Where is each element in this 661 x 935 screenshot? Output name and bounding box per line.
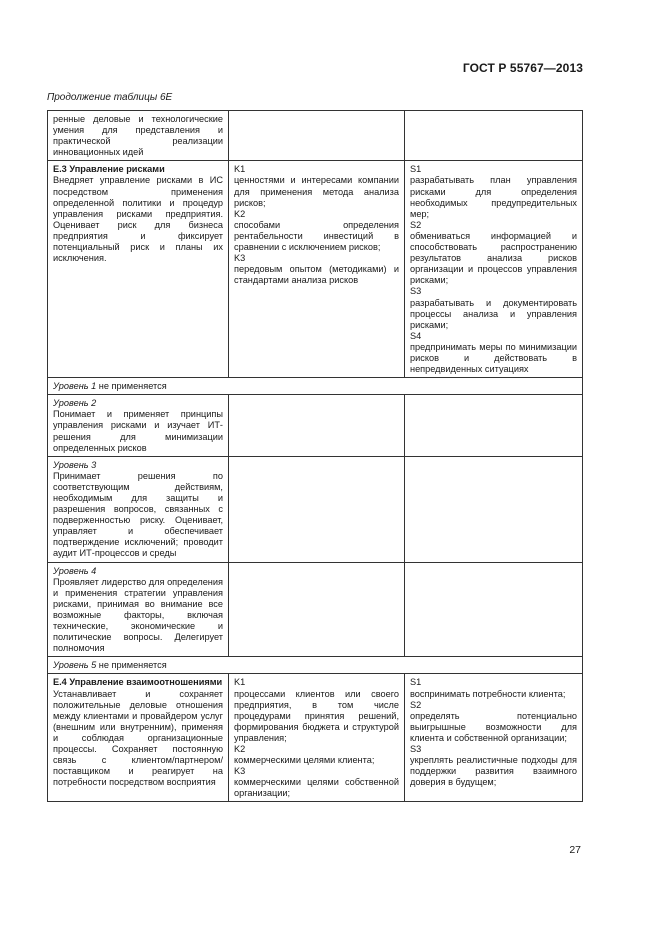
knowledge-code: K1 [234, 677, 246, 688]
cell-text: Устанавливает и сохраняет положительные деловые отношения между клиентами и провайдером услуг (внешним или внутренним), применяя и соблюдая организационные процессы. Сохраняет постоянную связь с клиентом/партнером/поставщиком и реагирует на потребности посредством восприятия [53, 688, 223, 788]
skill-code: S2 [410, 699, 422, 710]
skill-code: S3 [410, 743, 422, 754]
table-continuation-label: Продолжение таблицы 6Е [47, 92, 173, 103]
skill-text: предпринимать меры по минимизации рисков и действовать в непредвиденных ситуациях [410, 341, 577, 375]
table-cell [405, 111, 583, 161]
level-label: Уровень 4 [53, 565, 97, 576]
table-row [48, 395, 583, 456]
knowledge-text: ценностями и интересами компании для применения метода анализа рисков; [234, 175, 399, 208]
knowledge-text: процессами клиентов или своего предприятия, в том числе процедурами принятия решений, формирования бюджета и структурой управления; [234, 688, 399, 743]
skill-text: обмениваться информацией и способствовать распространению результатов анализа рисков организации и процессов управления рисками; [410, 230, 577, 286]
table-row [48, 562, 583, 657]
table-row [48, 674, 583, 802]
skill-text: укреплять реалистичные подходы для поддержки развития взаимного доверия в будущем; [410, 755, 577, 788]
level-label: Уровень 3 [53, 459, 97, 470]
table-cell [405, 562, 583, 657]
skill-code: S3 [410, 286, 422, 297]
table-cell [405, 456, 583, 562]
cell-text: ренные деловые и технологические умения для представления и практической реализации инновационных идей [53, 114, 223, 158]
table-cell [229, 395, 405, 456]
table-cell [48, 674, 229, 802]
knowledge-text: способами определения рентабельности инвестиций в сравнении с исключением рисков; [234, 219, 399, 253]
knowledge-code: K3 [234, 766, 246, 777]
knowledge-cell [229, 674, 405, 802]
section-title: Е.3 Управление рисками [53, 164, 165, 175]
skill-code: S4 [410, 330, 422, 341]
knowledge-text: коммерческими целями собственной организации; [234, 777, 399, 799]
level-label: Уровень 1 [53, 381, 97, 392]
level-text: Проявляет лидерство для определения и применения стратегии управления рисками, принимая во внимание все возможные факторы, включая технические, экономические и политические вопросы. Делегирует полномочия [53, 576, 223, 654]
level-cell [48, 395, 229, 456]
skill-code: S1 [410, 164, 422, 175]
knowledge-code: K3 [234, 253, 246, 264]
section-title: Е.4 Управление взаимоотношениями [53, 677, 223, 688]
skill-text: разрабатывать и документировать процессы анализа и управления рисками; [410, 297, 577, 330]
level-text: Принимает решения по соответствующим действиям, необходимым для защиты и разрешения вопросов, связанных с подверженностью риску. Оценивает, управляет и обеспечивает подтверждение исключений; проводит аудит ИТ-процессов и среды [53, 470, 223, 559]
knowledge-code: K1 [234, 164, 246, 175]
level-label: Уровень 5 [53, 660, 97, 671]
knowledge-text: передовым опытом (методиками) и стандартами анализа рисков [234, 264, 399, 286]
skill-cell [405, 674, 583, 802]
level-cell [48, 378, 583, 395]
skill-text: воспринимать потребности клиента; [410, 688, 566, 699]
table-cell [48, 161, 229, 378]
skill-cell [405, 161, 583, 378]
table-cell [48, 111, 229, 161]
level-cell [48, 456, 229, 562]
table-row [48, 657, 583, 674]
skill-code: S1 [410, 677, 422, 688]
level-label: Уровень 2 [53, 398, 97, 409]
table-cell [229, 562, 405, 657]
table-row [48, 161, 583, 378]
table-row [48, 378, 583, 395]
table-cell [229, 456, 405, 562]
level-cell [48, 562, 229, 657]
table-cell [405, 395, 583, 456]
skill-text: определять потенциально выигрышные возможности для клиента и собственной организации; [410, 710, 577, 743]
table-cell [229, 111, 405, 161]
document-code: ГОСТ Р 55767—2013 [462, 61, 583, 75]
competence-table [47, 110, 583, 802]
skill-text: разрабатывать план управления рисками для определения необходимых предупредительных мер; [410, 175, 577, 219]
level-note: не применяется [96, 660, 167, 671]
knowledge-cell [229, 161, 405, 378]
skill-code: S2 [410, 219, 422, 230]
knowledge-code: K2 [234, 743, 246, 754]
knowledge-text: коммерческими целями клиента; [234, 755, 375, 766]
level-cell [48, 657, 583, 674]
cell-text: Внедряет управление рисками в ИС посредством применения определенной политики и процедур управления рисками предприятия. Оценивает риск для бизнеса предприятия и фиксирует потенциальный риск и планы их исключения. [53, 175, 223, 264]
level-text: Понимает и применяет принципы управления рисками и изучает ИТ-решения для минимизации определенных рисков [53, 409, 223, 453]
knowledge-code: K2 [234, 208, 246, 219]
page-number: 27 [569, 844, 581, 856]
table-row [48, 456, 583, 562]
level-note: не применяется [96, 381, 167, 392]
table-row [48, 111, 583, 161]
